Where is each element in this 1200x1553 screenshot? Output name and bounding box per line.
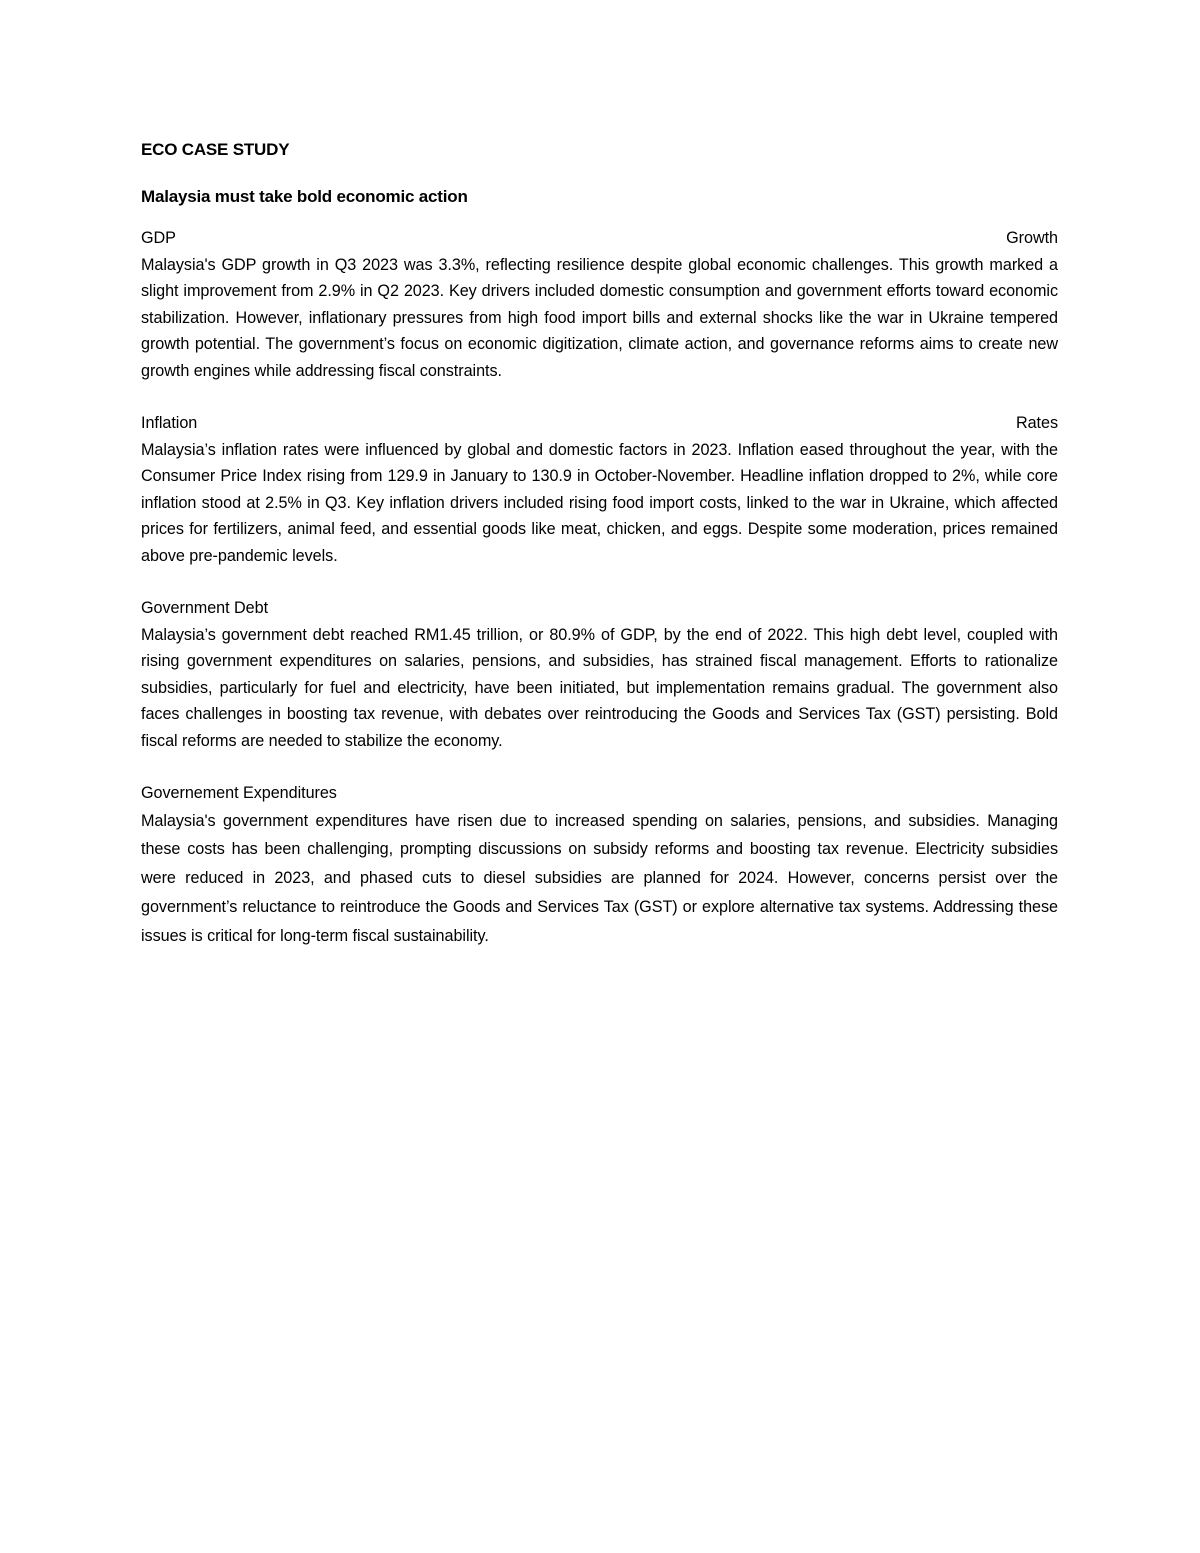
section-government-expenditures [141, 780, 1058, 950]
section-heading-left: Inflation [141, 414, 198, 432]
section-government-debt [141, 595, 1058, 754]
document-page [141, 140, 1058, 950]
document-title: ECO CASE STUDY [141, 140, 290, 159]
section-heading-label: Government Debt [141, 599, 269, 617]
section-body: Malaysia’s government debt reached RM1.45 trillion, or 80.9% of GDP, by the end of 2022. This high debt level, coupled with rising government expenditures on salaries, pensions, and subsidies, has strained fiscal management. Efforts to rationalize subsidies, particularly for fuel and electricity, have been initiated, but implementation remains gradual. The government also faces challenges in boosting tax revenue, with debates over reintroducing the Goods and Services Tax (GST) persisting. Bold fiscal reforms are needed to stabilize the economy. [141, 625, 1058, 750]
section-heading-label: Governement Expenditures [141, 784, 337, 802]
section-heading [141, 595, 1058, 622]
section-gdp-growth [141, 225, 1058, 384]
section-heading-right: Growth [1006, 229, 1058, 247]
section-heading [141, 225, 1058, 252]
section-heading-left: GDP [141, 229, 176, 247]
section-body: Malaysia’s inflation rates were influenced by global and domestic factors in 2023. Inflation eased throughout the year, with the Consumer Price Index rising from 129.9 in January to 130.9 in October-November. Headline inflation dropped to 2%, while core inflation stood at 2.5% in Q3. Key inflation drivers included rising food import costs, linked to the war in Ukraine, which affected prices for fertilizers, animal feed, and essential goods like meat, chicken, and eggs. Despite some moderation, prices remained above pre-pandemic levels. [141, 440, 1058, 565]
section-body: Malaysia's GDP growth in Q3 2023 was 3.3%, reflecting resilience despite global economic challenges. This growth marked a slight improvement from 2.9% in Q2 2023. Key drivers included domestic consumption and government efforts toward economic stabilization. However, inflationary pressures from high food import bills and external shocks like the war in Ukraine tempered growth potential. The government’s focus on economic digitization, climate action, and governance reforms aims to create new growth engines while addressing fiscal constraints. [141, 255, 1058, 380]
document-subtitle: Malaysia must take bold economic action [141, 187, 468, 206]
section-body: Malaysia's government expenditures have risen due to increased spending on salaries, pensions, and subsidies. Managing these costs has been challenging, prompting discussions on subsidy reforms and boosting tax revenue. Electricity subsidies were reduced in 2023, and phased cuts to diesel subsidies are planned for 2024. However, concerns persist over the government’s reluctance to reintroduce the Goods and Services Tax (GST) or explore alternative tax systems. Addressing these issues is critical for long-term fiscal sustainability. [141, 811, 1058, 945]
section-heading-right: Rates [1015, 414, 1058, 432]
section-heading [141, 780, 1058, 807]
section-inflation-rates [141, 410, 1058, 569]
section-heading [141, 410, 1058, 437]
